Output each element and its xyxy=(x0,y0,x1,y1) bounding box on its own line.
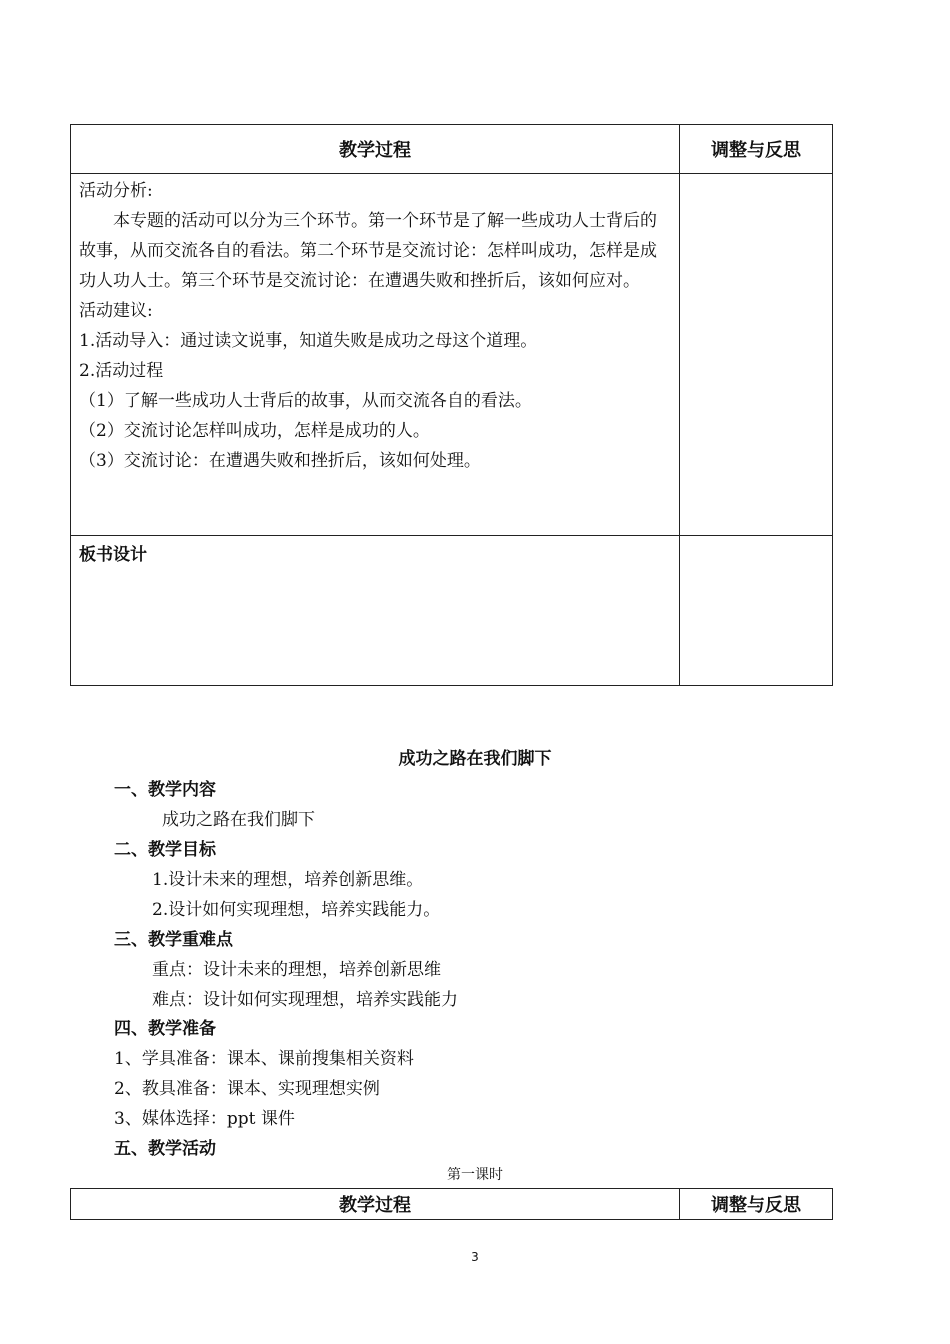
lesson-title: 成功之路在我们脚下 xyxy=(398,749,552,769)
section-content-heading: 一、教学内容 xyxy=(114,780,216,800)
activity-substep-1: （1）了解一些成功人士背后的故事，从而交流各自的看法。 xyxy=(79,391,532,411)
activity-analysis-label: 活动分析: xyxy=(79,181,153,201)
header-teaching-process: 教学过程 xyxy=(71,1189,680,1220)
section-keypoints-heading: 三、教学重难点 xyxy=(114,930,233,950)
goal-item: 1.设计未来的理想，培养创新思维。 xyxy=(152,870,424,890)
header-adjust-reflect: 调整与反思 xyxy=(680,1189,833,1220)
section-activity-heading: 五、教学活动 xyxy=(114,1139,216,1159)
keypoint-item: 重点：设计未来的理想，培养创新思维 xyxy=(152,960,441,980)
process-cell xyxy=(71,174,680,536)
section-goals-heading: 二、教学目标 xyxy=(114,840,216,860)
goal-item: 2.设计如何实现理想，培养实践能力。 xyxy=(152,900,441,920)
activity-step-1: 1.活动导入：通过读文说事，知道失败是成功之母这个道理。 xyxy=(79,331,538,351)
prep-item: 3、媒体选择：ppt 课件 xyxy=(114,1109,295,1129)
activity-substep-3: （3）交流讨论：在遭遇失败和挫折后，该如何处理。 xyxy=(79,451,481,471)
header-adjust-reflect: 调整与反思 xyxy=(680,125,833,174)
activity-suggestion-label: 活动建议: xyxy=(79,301,153,321)
prep-item: 1、学具准备：课本、课前搜集相关资料 xyxy=(114,1049,414,1069)
header-teaching-process: 教学过程 xyxy=(71,125,680,174)
section-content-text: 成功之路在我们脚下 xyxy=(162,810,315,830)
activity-step-2: 2.活动过程 xyxy=(79,361,164,381)
board-design-label: 板书设计 xyxy=(71,536,680,686)
period-label: 第一课时 xyxy=(447,1167,503,1183)
section-prep-heading: 四、教学准备 xyxy=(114,1019,216,1039)
activity-substep-2: （2）交流讨论怎样叫成功，怎样是成功的人。 xyxy=(79,421,430,441)
reflection-cell xyxy=(680,174,833,536)
lesson-table-2 xyxy=(70,1188,833,1220)
keypoint-item: 难点：设计如何实现理想，培养实践能力 xyxy=(152,990,458,1010)
lesson-table-1 xyxy=(70,124,833,686)
prep-item: 2、教具准备：课本、实现理想实例 xyxy=(114,1079,380,1099)
page-number: 3 xyxy=(471,1250,479,1264)
board-reflection-cell xyxy=(680,536,833,686)
activity-analysis-text: 本专题的活动可以分为三个环节。第一个环节是了解一些成功人士背后的故事，从而交流各自的看法。第二个环节是交流讨论：怎样叫成功，怎样是成功人功人士。第三个环节是交流讨论：在遭遇失败和挫折后，该如何应对。 xyxy=(79,211,657,291)
